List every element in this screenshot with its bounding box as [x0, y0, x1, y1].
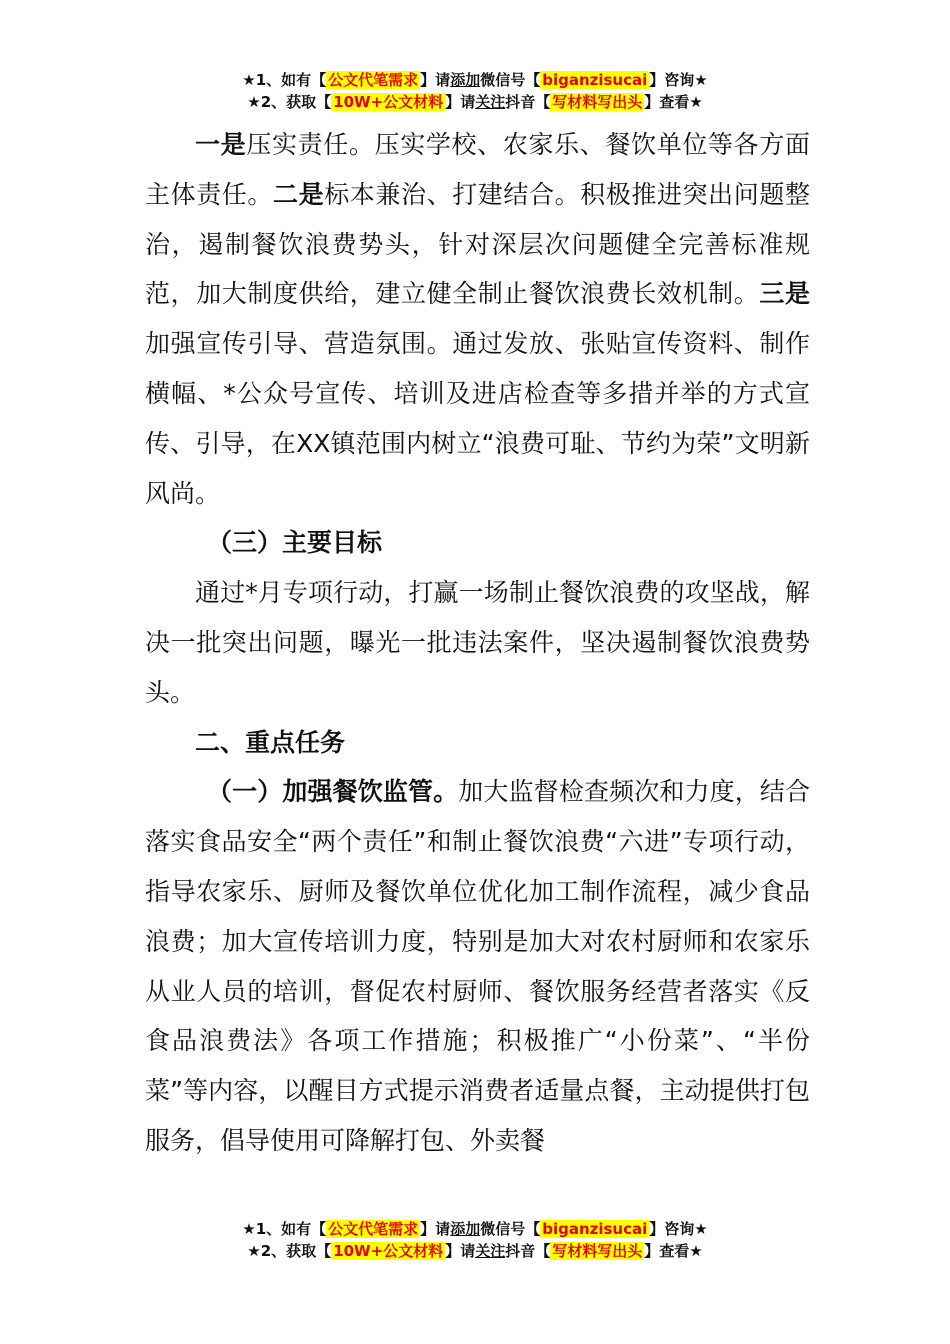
bold-lead: 二是 — [273, 179, 325, 209]
banner-underline: 添加 — [450, 71, 481, 89]
banner-text: 抖音【 — [505, 93, 551, 111]
banner-underline: 添加 — [450, 1220, 481, 1238]
banner-highlight: biganzisucai — [542, 1220, 648, 1238]
banner-line-2 — [0, 1240, 950, 1262]
heading-text: 二、重点任务 — [195, 727, 346, 757]
bold-lead: （一）加强餐饮监管。 — [207, 777, 459, 807]
banner-highlight: biganzisucai — [542, 71, 648, 89]
section-heading-tasks — [145, 718, 810, 768]
banner-highlight: 10W+公文材料 — [333, 93, 444, 111]
banner-highlight: 10W+公文材料 — [333, 1242, 444, 1260]
banner-text: 】请 — [445, 1242, 476, 1260]
paragraph-text: 压实责任。压实学校、农家乐、餐饮单位等各方面主体责任。 — [145, 130, 810, 209]
banner-highlight: 公文代笔需求 — [328, 1220, 419, 1238]
paragraph-goal: 通过*月专项行动，打赢一场制止餐饮浪费的攻坚战，解决一批突出问题，曝光一批违法案件，坚决遏制餐饮浪费势头。 — [145, 578, 810, 707]
banner-line-2 — [0, 91, 950, 113]
paragraph-text: 加强宣传引导、营造氛围。通过发放、张贴宣传资料、制作横幅、*公众号宣传、培训及进店检查等多措并举的方式宣传、引导，在XX镇范围内树立“浪费可耻、节约为荣”文明新风尚。 — [145, 329, 810, 508]
banner-text: 】请 — [420, 71, 451, 89]
heading-text: （三）主要目标 — [207, 528, 383, 558]
banner-text: 】请 — [420, 1220, 451, 1238]
banner-text: 微信号【 — [480, 1220, 541, 1238]
banner-text: ★2、获取【 — [247, 1242, 332, 1260]
banner-line-1 — [0, 69, 950, 91]
banner-text: ★2、获取【 — [247, 93, 332, 111]
banner-highlight: 公文代笔需求 — [328, 71, 419, 89]
banner-text: 】查看★ — [644, 1242, 703, 1260]
banner-underline: 关注 — [475, 1242, 506, 1260]
bold-lead: 三是 — [759, 279, 810, 309]
banner-line-1 — [0, 1218, 950, 1240]
banner-text: 】请 — [445, 93, 476, 111]
document-body — [145, 120, 810, 1166]
banner-text: 抖音【 — [505, 1242, 551, 1260]
banner-highlight: 写材料写出头 — [552, 1242, 643, 1260]
banner-text: 】咨询★ — [649, 1220, 708, 1238]
banner-text: 】咨询★ — [649, 71, 708, 89]
paragraph-text: 标本兼治、打建结合。积极推进突出问题整治，遏制餐饮浪费势头，针对深层次问题健全完善标准规范，加大制度供给，建立健全制止餐饮浪费长效机制。 — [145, 179, 810, 309]
paragraph-measures — [145, 120, 810, 518]
paragraph-task-1 — [145, 767, 810, 1165]
banner-highlight: 写材料写出头 — [552, 93, 643, 111]
paragraph-text: 加大监督检查频次和力度，结合落实食品安全“两个责任”和制止餐饮浪费“六进”专项行动，指导农家乐、厨师及餐饮单位优化加工制作流程，减少食品浪费；加大宣传培训力度，特别是加大对农村厨师和农家乐从业人员的培训，督促农村厨师、餐饮服务经营者落实《反食品浪费法》各项工作措施；积极推广“小份菜”、“半份菜”等内容，以醒目方式提示消费者适量点餐，主动提供打包服务，倡导使用可降解打包、外卖餐 — [145, 777, 810, 1155]
section-heading-goal — [145, 518, 810, 568]
bold-lead: 一是 — [195, 130, 247, 159]
banner-text: 微信号【 — [480, 71, 541, 89]
header-banner — [0, 69, 950, 113]
banner-underline: 关注 — [475, 93, 506, 111]
banner-text: 】查看★ — [644, 93, 703, 111]
banner-text: ★1、如有【 — [242, 71, 327, 89]
banner-text: ★1、如有【 — [242, 1220, 327, 1238]
footer-banner — [0, 1218, 950, 1262]
